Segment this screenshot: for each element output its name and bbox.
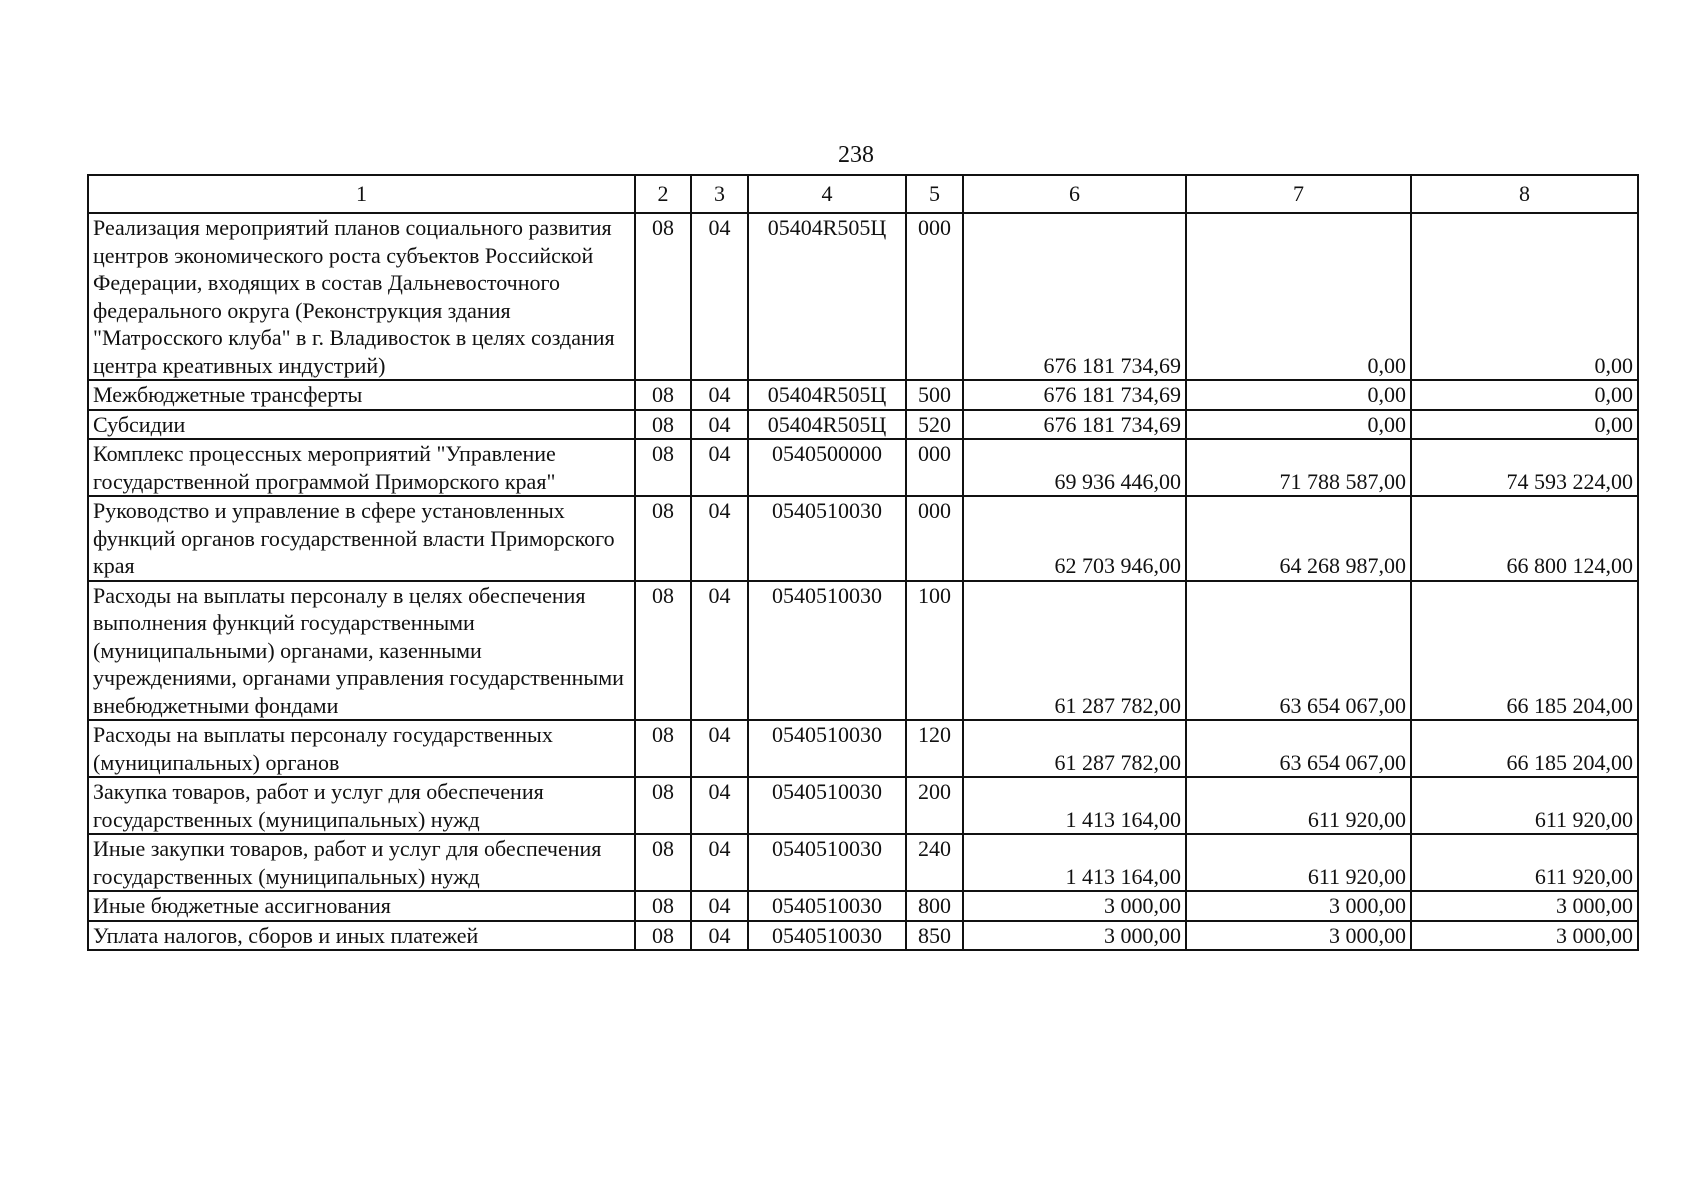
row-section-code: 08 bbox=[635, 921, 691, 951]
row-amount-col8: 0,00 bbox=[1411, 410, 1638, 440]
table-row bbox=[88, 891, 1638, 921]
row-expense-type-code: 000 bbox=[906, 213, 963, 380]
page-number: 238 bbox=[838, 142, 874, 168]
row-section-code: 08 bbox=[635, 777, 691, 834]
column-header-2: 2 bbox=[635, 175, 691, 213]
row-amount-col8: 66 185 204,00 bbox=[1411, 720, 1638, 777]
table-row bbox=[88, 720, 1638, 777]
row-amount-col6: 69 936 446,00 bbox=[963, 439, 1186, 496]
row-amount-col7: 3 000,00 bbox=[1186, 921, 1411, 951]
table-row bbox=[88, 581, 1638, 721]
row-target-article-code: 05404R505Ц bbox=[748, 380, 906, 410]
row-section-code: 08 bbox=[635, 496, 691, 581]
row-expense-type-code: 000 bbox=[906, 439, 963, 496]
row-amount-col7: 611 920,00 bbox=[1186, 777, 1411, 834]
row-amount-col6: 61 287 782,00 bbox=[963, 581, 1186, 721]
row-amount-col8: 0,00 bbox=[1411, 213, 1638, 380]
row-section-code: 08 bbox=[635, 213, 691, 380]
row-target-article-code: 0540510030 bbox=[748, 581, 906, 721]
row-amount-col6: 3 000,00 bbox=[963, 921, 1186, 951]
column-header-5: 5 bbox=[906, 175, 963, 213]
row-amount-col6: 1 413 164,00 bbox=[963, 777, 1186, 834]
row-amount-col7: 63 654 067,00 bbox=[1186, 581, 1411, 721]
row-amount-col8: 0,00 bbox=[1411, 380, 1638, 410]
row-target-article-code: 0540510030 bbox=[748, 496, 906, 581]
table-row bbox=[88, 834, 1638, 891]
row-subsection-code: 04 bbox=[691, 891, 748, 921]
budget-table bbox=[87, 174, 1639, 951]
row-section-code: 08 bbox=[635, 834, 691, 891]
row-amount-col7: 63 654 067,00 bbox=[1186, 720, 1411, 777]
row-name: Иные закупки товаров, работ и услуг для обеспечения государственных (муниципальных) нужд bbox=[88, 834, 635, 891]
row-target-article-code: 0540510030 bbox=[748, 891, 906, 921]
row-amount-col6: 676 181 734,69 bbox=[963, 380, 1186, 410]
row-amount-col8: 611 920,00 bbox=[1411, 834, 1638, 891]
table-row bbox=[88, 496, 1638, 581]
row-name: Иные бюджетные ассигнования bbox=[88, 891, 635, 921]
row-name: Реализация мероприятий планов социального развития центров экономического роста субъектов Российской Федерации, входящих в состав Дальневосточного федерального округа (Реконструкция здания "Матросского клуба" в г. Владивосток в целях создания центра креативных индустрий) bbox=[88, 213, 635, 380]
row-expense-type-code: 100 bbox=[906, 581, 963, 721]
row-subsection-code: 04 bbox=[691, 380, 748, 410]
row-subsection-code: 04 bbox=[691, 720, 748, 777]
row-amount-col6: 676 181 734,69 bbox=[963, 213, 1186, 380]
row-amount-col7: 0,00 bbox=[1186, 380, 1411, 410]
row-name: Уплата налогов, сборов и иных платежей bbox=[88, 921, 635, 951]
row-subsection-code: 04 bbox=[691, 496, 748, 581]
row-expense-type-code: 000 bbox=[906, 496, 963, 581]
row-target-article-code: 05404R505Ц bbox=[748, 213, 906, 380]
row-amount-col7: 0,00 bbox=[1186, 410, 1411, 440]
row-section-code: 08 bbox=[635, 891, 691, 921]
row-expense-type-code: 120 bbox=[906, 720, 963, 777]
row-target-article-code: 0540500000 bbox=[748, 439, 906, 496]
row-amount-col8: 611 920,00 bbox=[1411, 777, 1638, 834]
row-expense-type-code: 500 bbox=[906, 380, 963, 410]
row-subsection-code: 04 bbox=[691, 777, 748, 834]
row-amount-col7: 3 000,00 bbox=[1186, 891, 1411, 921]
column-header-7: 7 bbox=[1186, 175, 1411, 213]
row-name: Расходы на выплаты персоналу государственных (муниципальных) органов bbox=[88, 720, 635, 777]
column-header-3: 3 bbox=[691, 175, 748, 213]
row-target-article-code: 0540510030 bbox=[748, 777, 906, 834]
table-row bbox=[88, 439, 1638, 496]
row-name: Межбюджетные трансферты bbox=[88, 380, 635, 410]
column-header-4: 4 bbox=[748, 175, 906, 213]
row-name: Руководство и управление в сфере установленных функций органов государственной власти Приморского края bbox=[88, 496, 635, 581]
row-name: Субсидии bbox=[88, 410, 635, 440]
row-amount-col8: 66 800 124,00 bbox=[1411, 496, 1638, 581]
table-row bbox=[88, 410, 1638, 440]
row-subsection-code: 04 bbox=[691, 581, 748, 721]
row-expense-type-code: 850 bbox=[906, 921, 963, 951]
row-amount-col7: 0,00 bbox=[1186, 213, 1411, 380]
row-section-code: 08 bbox=[635, 581, 691, 721]
row-amount-col7: 64 268 987,00 bbox=[1186, 496, 1411, 581]
table-row bbox=[88, 777, 1638, 834]
row-name: Расходы на выплаты персоналу в целях обеспечения выполнения функций государственными (муниципальными) органами, казенными учреждениями, органами управления государственными внебюджетными фондами bbox=[88, 581, 635, 721]
row-amount-col7: 71 788 587,00 bbox=[1186, 439, 1411, 496]
row-amount-col6: 61 287 782,00 bbox=[963, 720, 1186, 777]
row-amount-col8: 3 000,00 bbox=[1411, 891, 1638, 921]
row-name: Комплекс процессных мероприятий "Управление государственной программой Приморского края" bbox=[88, 439, 635, 496]
row-section-code: 08 bbox=[635, 720, 691, 777]
row-subsection-code: 04 bbox=[691, 834, 748, 891]
row-subsection-code: 04 bbox=[691, 410, 748, 440]
column-header-8: 8 bbox=[1411, 175, 1638, 213]
row-expense-type-code: 520 bbox=[906, 410, 963, 440]
row-amount-col6: 1 413 164,00 bbox=[963, 834, 1186, 891]
row-subsection-code: 04 bbox=[691, 921, 748, 951]
table-row bbox=[88, 921, 1638, 951]
column-header-6: 6 bbox=[963, 175, 1186, 213]
column-header-1: 1 bbox=[88, 175, 635, 213]
row-amount-col6: 3 000,00 bbox=[963, 891, 1186, 921]
row-subsection-code: 04 bbox=[691, 439, 748, 496]
row-amount-col6: 62 703 946,00 bbox=[963, 496, 1186, 581]
row-expense-type-code: 200 bbox=[906, 777, 963, 834]
row-target-article-code: 0540510030 bbox=[748, 720, 906, 777]
row-expense-type-code: 240 bbox=[906, 834, 963, 891]
row-amount-col8: 74 593 224,00 bbox=[1411, 439, 1638, 496]
row-target-article-code: 05404R505Ц bbox=[748, 410, 906, 440]
row-target-article-code: 0540510030 bbox=[748, 921, 906, 951]
row-subsection-code: 04 bbox=[691, 213, 748, 380]
row-section-code: 08 bbox=[635, 380, 691, 410]
row-amount-col8: 66 185 204,00 bbox=[1411, 581, 1638, 721]
column-number-row bbox=[88, 175, 1638, 213]
row-expense-type-code: 800 bbox=[906, 891, 963, 921]
row-section-code: 08 bbox=[635, 439, 691, 496]
row-amount-col7: 611 920,00 bbox=[1186, 834, 1411, 891]
table-row bbox=[88, 213, 1638, 380]
row-name: Закупка товаров, работ и услуг для обеспечения государственных (муниципальных) нужд bbox=[88, 777, 635, 834]
row-section-code: 08 bbox=[635, 410, 691, 440]
table-row bbox=[88, 380, 1638, 410]
row-amount-col6: 676 181 734,69 bbox=[963, 410, 1186, 440]
row-target-article-code: 0540510030 bbox=[748, 834, 906, 891]
budget-table-body bbox=[88, 175, 1638, 950]
row-amount-col8: 3 000,00 bbox=[1411, 921, 1638, 951]
